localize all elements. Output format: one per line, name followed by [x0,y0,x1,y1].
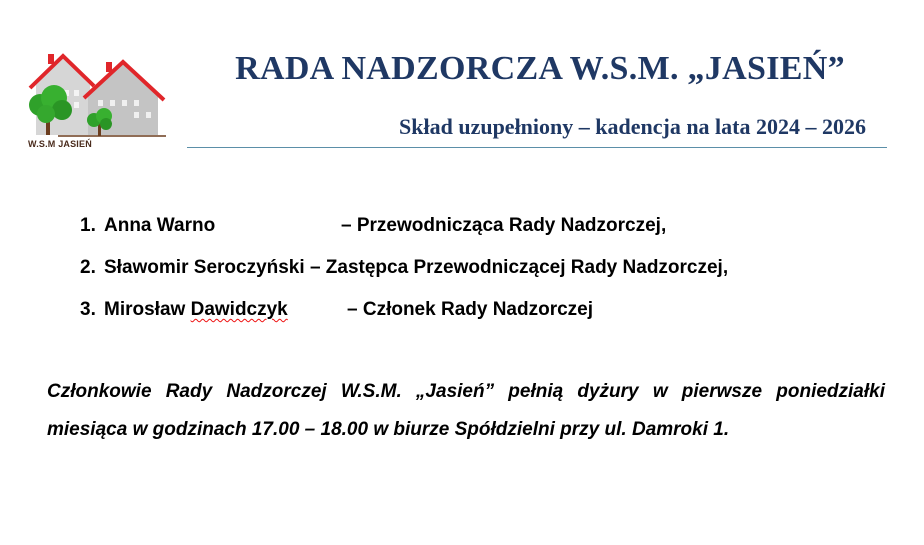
member-name [104,297,347,323]
page-title: RADA NADZORCZA W.S.M. „JASIEŃ” [235,50,845,87]
list-item [80,255,728,297]
member-last-name: Seroczyński [193,257,305,278]
member-role: – Członek Rady Nadzorczej [347,299,594,320]
member-first-name: Mirosław [104,299,186,320]
members-list [80,213,728,339]
member-last-name: Dawidczyk [190,299,288,320]
duty-hours-notice: Członkowie Rady Nadzorczej W.S.M. „Jasień” pełnią dyżury w pierwsze poniedziałki miesiąca w godzinach 17.00 – 18.00 w biurze Spółdzielni przy ul. Damroki 1. [47,381,885,440]
member-role: – Przewodnicząca Rady Nadzorczej, [341,215,667,236]
member-first-name: Sławomir [104,257,189,278]
page-subtitle: Skład uzupełniony – kadencja na lata 2024 – 2026 [399,114,866,139]
member-last-name: Warno [156,215,216,236]
item-number: 1. [80,215,96,236]
member-name [104,255,305,281]
member-first-name: Anna [104,215,152,236]
member-name [104,213,341,239]
item-number: 3. [80,299,96,320]
item-number: 2. [80,257,96,278]
logo-caption: W.S.M JASIEŃ [28,139,92,149]
cooperative-logo [18,50,178,160]
member-role: – Zastępca Przewodniczącej Rady Nadzorczej, [309,257,729,278]
header-divider [187,147,887,148]
list-item [80,297,728,339]
list-item [80,213,728,255]
